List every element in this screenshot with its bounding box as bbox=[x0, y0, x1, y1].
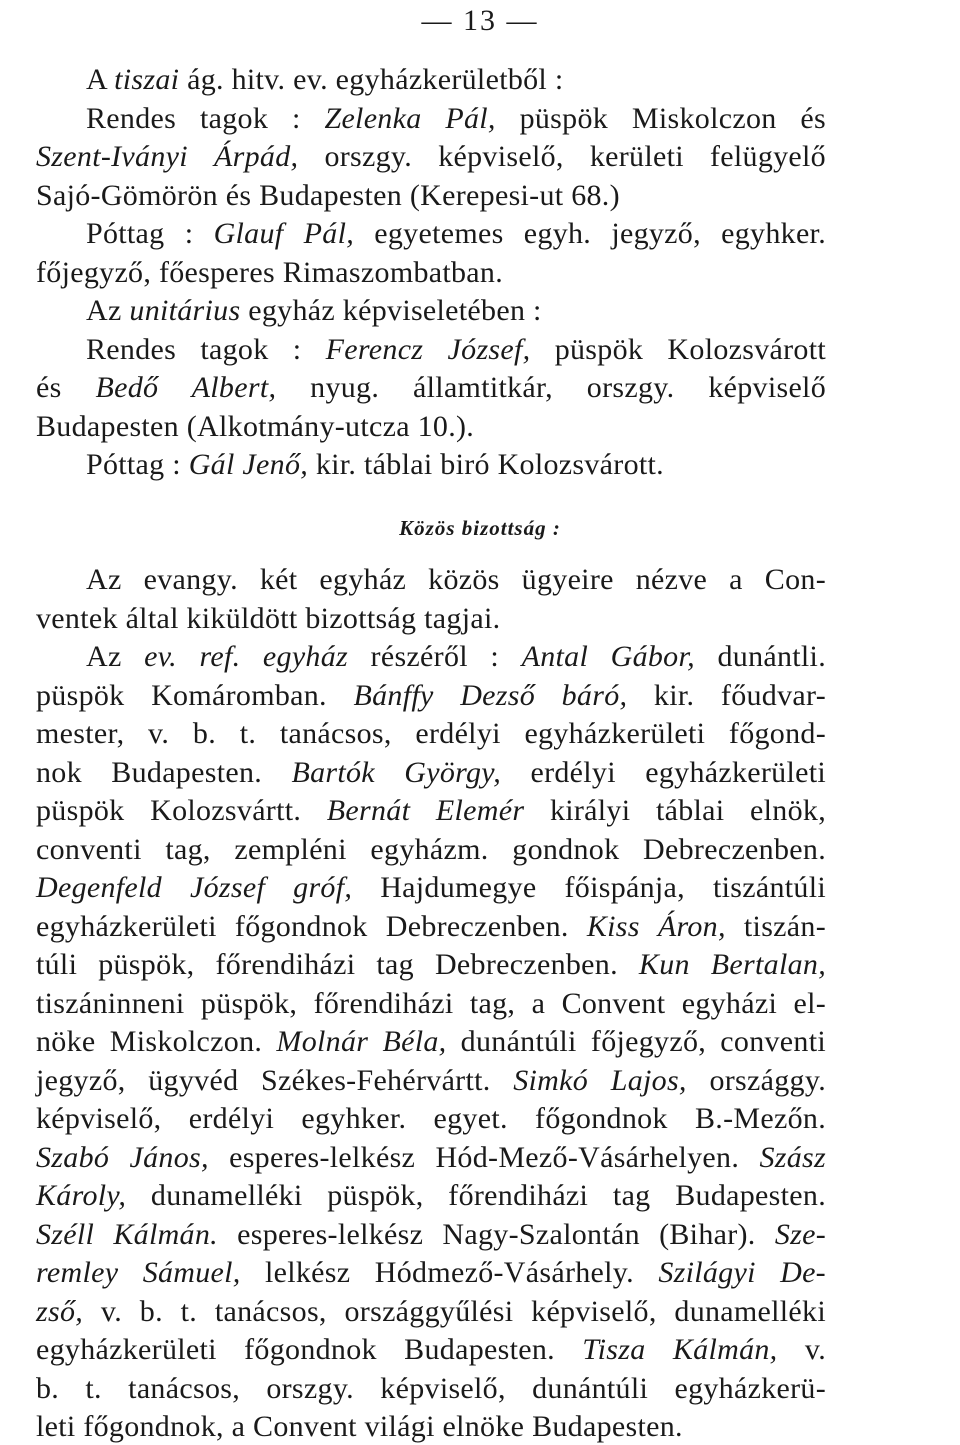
text-line bbox=[36, 1140, 826, 1176]
text-run: Rendes tagok : bbox=[86, 101, 325, 135]
text-line bbox=[36, 1255, 826, 1291]
text-run: ventek által kiküldött bizottság tagjai. bbox=[36, 601, 501, 635]
text-run: képviselő, erdélyi egyhker. egyet. főgondnok B.-Mezőn. bbox=[36, 1102, 826, 1135]
text-run: Az evangy. két egyház közös ügyeire nézve a Con- bbox=[86, 563, 826, 596]
italic-name: Kiss Áron, bbox=[586, 909, 726, 943]
text-run: v. b. t. tanácsos, országgyűlési képviselő, dunamelléki bbox=[83, 1294, 826, 1328]
text-line bbox=[86, 447, 664, 483]
italic-name: Antal Gábor, bbox=[521, 640, 695, 673]
text-run: püspök Komáromban. bbox=[36, 678, 354, 712]
italic-name: Gál Jenő, bbox=[188, 448, 309, 481]
text-line bbox=[36, 986, 826, 1022]
italic-name: unitárius bbox=[129, 294, 241, 327]
text-line bbox=[86, 639, 826, 675]
italic-name: Szász bbox=[759, 1140, 826, 1174]
text-line bbox=[36, 1063, 826, 1099]
text-line bbox=[36, 1332, 826, 1368]
text-line bbox=[36, 832, 826, 868]
text-run: leti főgondnok, a Convent világi elnöke Budapesten. bbox=[36, 1410, 683, 1443]
text-line bbox=[86, 293, 542, 329]
text-run: Póttag : bbox=[86, 448, 189, 481]
text-line bbox=[36, 255, 503, 291]
text-run: tiszáninneni püspök, főrendiházi tag, a Convent egyházi el- bbox=[36, 986, 826, 1020]
text-line bbox=[36, 947, 826, 983]
text-run: Hajdumegye főispánja, tiszántúli bbox=[352, 871, 826, 904]
italic-name: Ferencz József, bbox=[325, 332, 531, 366]
text-run: egyetemes egyh. jegyző, egyhker. bbox=[354, 217, 826, 250]
text-line bbox=[86, 216, 826, 252]
section-heading: Közös bizottság : bbox=[399, 516, 561, 540]
text-run: Budapesten (Alkotmány-utcza 10.). bbox=[36, 409, 475, 443]
text-run: püspök Miskolczon és bbox=[495, 101, 826, 135]
italic-name: Kun Bertalan, bbox=[638, 948, 826, 981]
italic-name: Szabó János, bbox=[36, 1140, 209, 1174]
text-line bbox=[36, 370, 826, 406]
text-run: ág. hitv. ev. egyházkerületből : bbox=[179, 63, 564, 96]
text-run: királyi táblai elnök, bbox=[524, 794, 826, 827]
italic-name: Bartók György, bbox=[291, 755, 502, 789]
text-run: kir. főudvar- bbox=[627, 678, 826, 712]
text-line bbox=[36, 1178, 826, 1214]
text-line bbox=[36, 1371, 826, 1407]
text-run: dunántli. bbox=[694, 640, 826, 673]
text-run: mester, v. b. t. tanácsos, erdélyi egyházkerületi főgond- bbox=[36, 717, 826, 750]
text-run: egyházkerületi főgondnok Budapesten. bbox=[36, 1333, 583, 1366]
italic-name: Szilágyi De- bbox=[658, 1256, 826, 1289]
italic-name: Zelenka Pál, bbox=[324, 101, 496, 135]
text-run: esperes-lelkész Nagy-Szalontán (Bihar). bbox=[217, 1217, 775, 1251]
text-run: nyug. államtitkár, orszgy. képviselő bbox=[276, 371, 826, 404]
text-run: b. t. tanácsos, orszgy. képviselő, dunántúli egyházkerü- bbox=[36, 1371, 826, 1405]
text-run: egyházkerületi főgondnok Debreczenben. bbox=[36, 909, 587, 943]
text-run: dunántúli főjegyző, conventi bbox=[446, 1025, 826, 1058]
italic-name: Bedő Albert, bbox=[95, 371, 277, 404]
text-run: püspök Kolozsvártt. bbox=[36, 794, 327, 827]
italic-name: Szent-Iványi Árpád, bbox=[36, 140, 299, 173]
text-line bbox=[36, 1217, 826, 1253]
italic-name: Degenfeld József gróf, bbox=[36, 871, 353, 904]
text-line bbox=[36, 601, 500, 637]
italic-name: remley Sámuel, bbox=[36, 1256, 241, 1289]
text-run: jegyző, ügyvéd Székes-Fehérvártt. bbox=[36, 1063, 514, 1097]
text-run: orszgy. képviselő, kerületi felügyelő bbox=[298, 140, 826, 173]
text-line bbox=[36, 678, 826, 714]
text-run: tiszán- bbox=[725, 909, 826, 943]
text-run: Az bbox=[86, 640, 145, 673]
text-run: v. bbox=[777, 1333, 826, 1366]
page-number: — 13 — bbox=[421, 4, 539, 37]
text-run: nöke Miskolczon. bbox=[36, 1025, 277, 1058]
text-line bbox=[36, 1294, 826, 1330]
text-run: részéről : bbox=[348, 640, 522, 673]
text-run: dunamelléki püspök, főrendiházi tag Budapesten. bbox=[126, 1179, 826, 1212]
text-run: erdélyi egyházkerületi bbox=[501, 755, 827, 789]
text-run: esperes-lelkész Hód-Mező-Vásárhelyen. bbox=[208, 1140, 760, 1174]
text-line bbox=[36, 409, 474, 445]
text-run: püspök Kolozsvárott bbox=[530, 332, 826, 366]
text-run: lelkész Hódmező-Vásárhely. bbox=[240, 1256, 659, 1289]
text-run: Az bbox=[86, 294, 130, 327]
italic-name: Glauf Pál, bbox=[213, 217, 355, 250]
text-line bbox=[36, 716, 826, 752]
text-run: Sajó-Gömörön és Budapesten (Kerepesi-ut 68.) bbox=[36, 178, 620, 212]
text-line bbox=[36, 870, 826, 906]
italic-name: Széll Kálmán. bbox=[36, 1217, 218, 1251]
text-line bbox=[36, 1024, 826, 1060]
text-run: országgy. bbox=[686, 1063, 826, 1097]
text-run: A bbox=[86, 63, 115, 96]
text-run: Póttag : bbox=[86, 217, 214, 250]
text-line bbox=[36, 178, 620, 214]
italic-name: ev. ref. egyház bbox=[144, 640, 349, 673]
text-line bbox=[86, 562, 826, 598]
text-run: Rendes tagok : bbox=[86, 332, 326, 366]
text-line bbox=[86, 62, 564, 98]
italic-name: Tisza Kálmán, bbox=[582, 1333, 778, 1366]
text-line bbox=[86, 101, 826, 137]
text-line bbox=[36, 1101, 826, 1137]
italic-name: zső, bbox=[36, 1294, 84, 1328]
text-run: kir. táblai biró Kolozsvárott. bbox=[308, 448, 664, 481]
italic-name: Molnár Béla, bbox=[276, 1025, 447, 1058]
italic-name: Károly, bbox=[36, 1179, 127, 1212]
text-run: conventi tag, zempléni egyházm. gondnok Debreczenben. bbox=[36, 832, 826, 866]
text-line bbox=[36, 139, 826, 175]
italic-name: Sze- bbox=[774, 1217, 826, 1251]
italic-name: Simkó Lajos, bbox=[513, 1063, 687, 1097]
italic-name: Bánffy Dezső báró, bbox=[353, 678, 628, 712]
text-line bbox=[36, 1409, 683, 1445]
text-run: és bbox=[36, 371, 96, 404]
text-run: túli püspök, főrendiházi tag Debreczenben. bbox=[36, 948, 639, 981]
text-line bbox=[36, 793, 826, 829]
italic-name: tiszai bbox=[114, 63, 180, 96]
text-line bbox=[86, 332, 826, 368]
italic-name: Bernát Elemér bbox=[326, 794, 525, 827]
text-line bbox=[36, 909, 826, 945]
text-run: egyház képviseletében : bbox=[240, 294, 542, 327]
text-line bbox=[36, 755, 826, 791]
text-run: főjegyző, főesperes Rimaszombatban. bbox=[36, 255, 504, 289]
text-run: nok Budapesten. bbox=[36, 755, 292, 789]
